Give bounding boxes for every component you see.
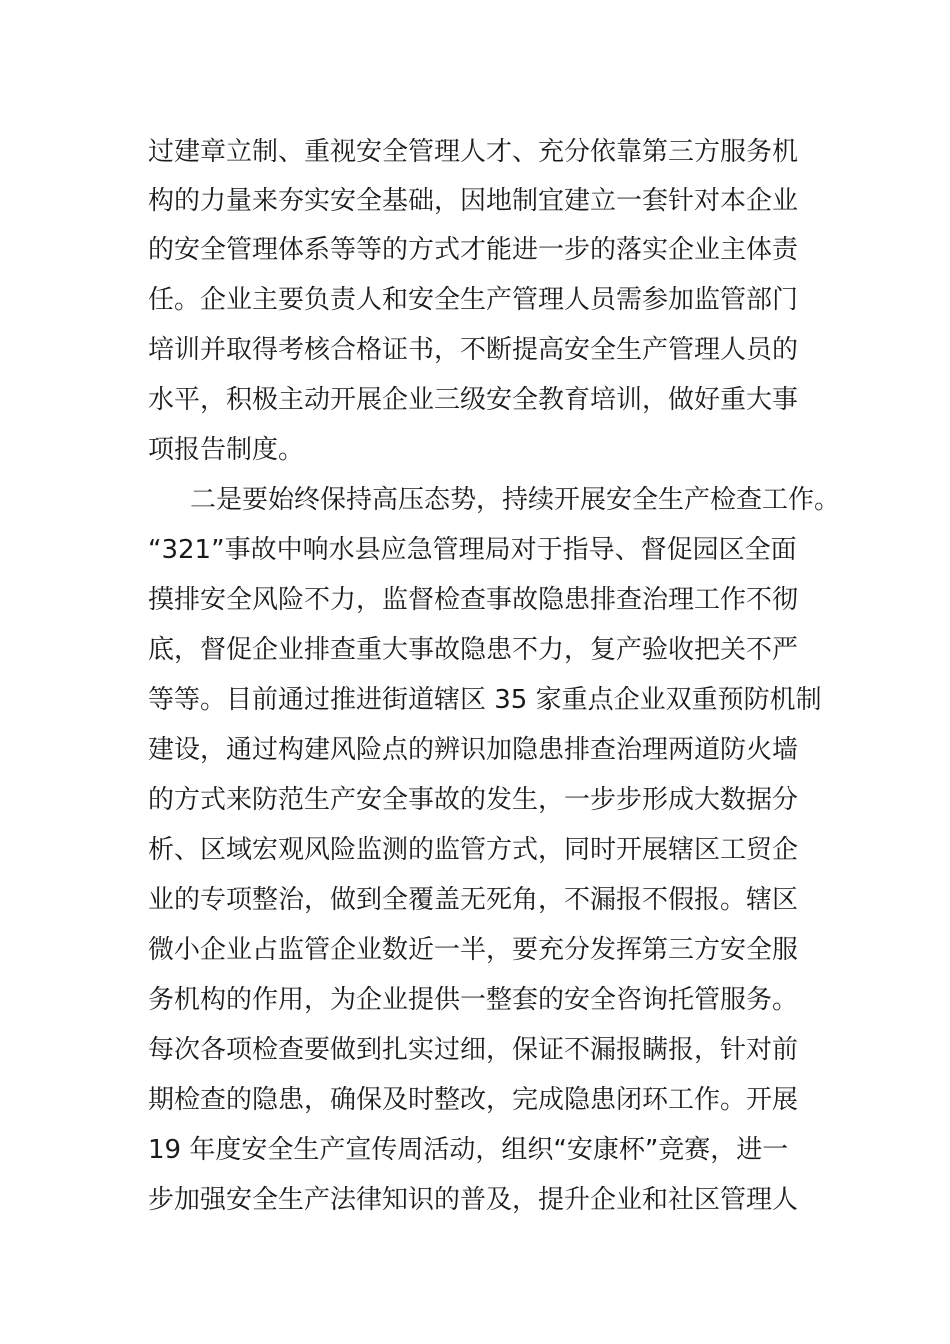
text-line: 期检查的隐患，确保及时整改，完成隐患闭环工作。开展 — [148, 1085, 799, 1115]
text-line: 步加强安全生产法律知识的普及，提升企业和社区管理人 — [148, 1185, 799, 1215]
text-line: 析、区域宏观风险监测的监管方式，同时开展辖区工贸企 — [148, 835, 799, 865]
text-line: 过建章立制、重视安全管理人才、充分依靠第三方服务机 — [148, 137, 799, 167]
text-line: 摸排安全风险不力，监督检查事故隐患排查治理工作不彻 — [148, 585, 799, 615]
text-line: 业的专项整治，做到全覆盖无死角，不漏报不假报。辖区 — [148, 885, 799, 915]
text-line: 务机构的作用，为企业提供一整套的安全咨询托管服务。 — [148, 985, 799, 1015]
text-line: 构的力量来夯实安全基础，因地制宜建立一套针对本企业 — [148, 186, 799, 216]
text-line: 建设，通过构建风险点的辨识加隐患排查治理两道防火墙 — [148, 735, 799, 765]
text-line: 微小企业占监管企业数近一半，要充分发挥第三方安全服 — [148, 935, 799, 965]
text-line: 的方式来防范生产安全事故的发生，一步步形成大数据分 — [148, 785, 799, 815]
text-line: 培训并取得考核合格证书，不断提高安全生产管理人员的 — [148, 335, 799, 365]
text-line: “321”事故中响水县应急管理局对于指导、督促园区全面 — [148, 535, 797, 565]
text-line: 项报告制度。 — [148, 435, 305, 465]
text-line: 底，督促企业排查重大事故隐患不力，复产验收把关不严 — [148, 635, 799, 665]
text-line: 等等。目前通过推进街道辖区 35 家重点企业双重预防机制 — [148, 685, 822, 715]
text-line: 19 年度安全生产宣传周活动，组织“安康杯”竞赛，进一 — [148, 1135, 789, 1165]
text-line: 水平，积极主动开展企业三级安全教育培训，做好重大事 — [148, 385, 799, 415]
text-line: 的安全管理体系等等的方式才能进一步的落实企业主体责 — [148, 235, 799, 265]
paragraph-first-line: 二是要始终保持高压态势，持续开展安全生产检查工作。 — [190, 485, 841, 515]
text-line: 每次各项检查要做到扎实过细，保证不漏报瞒报，针对前 — [148, 1035, 799, 1065]
text-line: 任。企业主要负责人和安全生产管理人员需参加监管部门 — [148, 285, 799, 315]
